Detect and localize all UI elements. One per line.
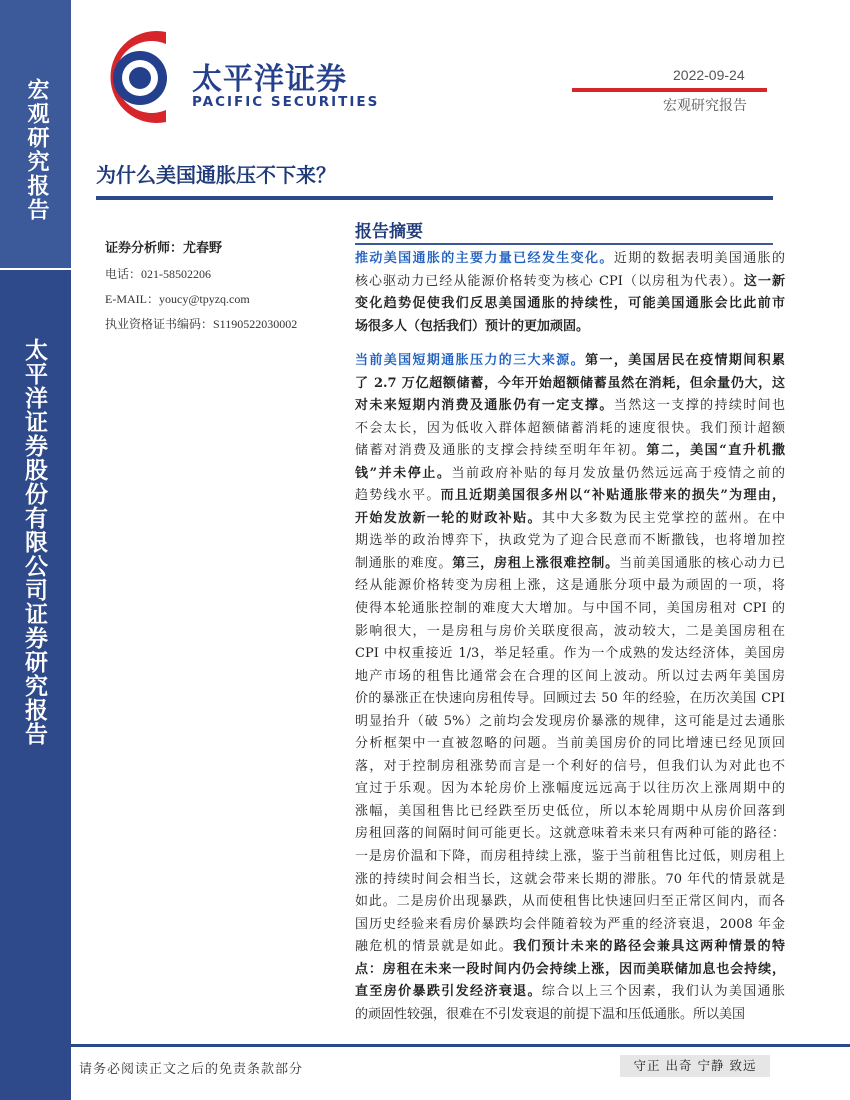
bold-text: 而且近期美国很多州以“补贴通胀带来的损失”为理由， [440,488,785,504]
body-text: 当前政府补贴的每月发放量仍然远远高于疫情之前的 [451,465,785,481]
paragraph-line [355,440,785,463]
body-text: 地产市场的租售比通常会在合理的区间上波动。所以过去两年美国房 [355,668,785,684]
paragraph-line [355,778,785,801]
body-text: 期选举的政治博弈下，执政党为了迎合民意而不断撒钱，也将增加控 [355,533,785,549]
highlight-text: 推动美国通胀的主要力量已经发生变化。 [355,251,614,266]
paragraph-line [355,756,785,779]
paragraph-line [355,666,785,689]
paragraph-line [355,959,785,982]
body-text: 融危机的情景就是如此。 [355,939,514,955]
paragraph-line [355,801,785,824]
sidebar-report-category: 宏观研究报告 [24,78,49,222]
company-logo-icon [88,18,180,136]
body-text: 制通胀的难度。 [355,555,453,571]
paragraph-line [355,733,785,756]
paragraph-line [355,981,785,1004]
bold-text: 对未来短期内消费及通胀仍有一定支撑。 [355,398,614,414]
bold-text: 第三，房租上涨很难控制。 [452,555,620,571]
footer-disclaimer: 请务必阅读正文之后的免责条款部分 [79,1062,304,1077]
paragraph-line [355,936,785,959]
header-accent-bar [572,88,767,92]
paragraph-line [355,914,785,937]
bold-text: 点：房租在未来一段时间内仍会持续上涨，因而美联储加息也会持续， [355,961,785,977]
summary-heading: 报告摘要 [355,222,423,242]
logo-name-cn: 太平洋证券 [192,62,347,97]
body-text: 不会太长，因为低收入群体超额储蓄消耗的速度很快。我们预计超额 [355,420,785,436]
paragraph-line [355,418,785,441]
paragraph-line [355,711,785,734]
paragraph-line [355,248,785,271]
analyst-email: E-MAIL：youcy@tpyzq.com [105,292,250,306]
paragraph-line [355,350,785,373]
bold-text: 直至房价暴跌引发经济衰退。 [355,984,542,1000]
bold-text: 场很多人（包括我们）预计的更加顽固。 [355,318,590,334]
bold-text: 钱”并未停止。 [355,465,452,481]
body-text: 落，对于控制房租涨势而言是一个利好的信号，但我们认为对此也不 [355,758,785,774]
paragraph-line [355,485,785,508]
footer-motto: 守正 出奇 宁静 致远 [620,1055,770,1077]
highlight-text: 当前美国短期通胀压力的三大来源。 [355,353,586,368]
analyst-phone: 电话：021-58502206 [105,267,211,281]
paragraph-line [355,621,785,644]
body-text: 如此。二是房价出现暴跌，从而使租售比快速回归至正常区间内，而各 [355,894,785,910]
paragraph-line [355,823,785,846]
report-type-label: 宏观研究报告 [663,98,747,114]
analyst-name: 证券分析师：尤春野 [105,241,223,256]
bold-text: 我们预计未来的路径会兼具这两种情景的特 [513,939,785,955]
paragraph-line [355,598,785,621]
body-text: 使得本轮通胀控制的难度大大增加。与中国不同，美国房租对 CPI 的 [355,601,785,617]
body-text: 影响很大，一是房租与房价关联度很高，波动较大，二是美国房租在 [355,623,785,639]
paragraph-line [355,463,785,486]
report-date: 2022-09-24 [673,67,745,83]
body-text: 宜过于乐观。因为本轮房价上涨幅度远远高于以往历次上涨周期中的 [355,781,785,797]
body-text: 国历史经验来看房价暴跌均会伴随着较为严重的经济衰退，2008 年金 [355,916,785,932]
analyst-license: 执业资格证书编码：S1190522030002 [105,317,298,331]
body-text: 趋势线水平。 [355,488,441,504]
paragraph-line [355,891,785,914]
paragraph-line [355,293,785,316]
summary-paragraph-2 [355,350,785,1026]
bold-text: 第二，美国“直升机撒 [646,443,785,459]
sidebar-company-label: 太平洋证券股份有限公司证券研究报告 [21,338,47,746]
body-text: 一是房价温和下降，而房租持续上涨，鉴于当前租售比过低，则房租上 [355,849,785,865]
title-divider [96,196,773,200]
body-text: 综合以上三个因素，我们认为美国通胀 [541,984,785,1000]
paragraph-line [355,846,785,869]
paragraph-line [355,869,785,892]
paragraph-line [355,553,785,576]
paragraph-line [355,688,785,711]
body-text: 当前美国通胀的核心动力已 [619,555,785,571]
paragraph-line [355,643,785,666]
body-text: 涨幅，美国租售比已经跌至历史低位，所以本轮周期中从房价回落到 [355,803,785,819]
bold-text: 了 2.7 万亿超额储蓄，今年开始超额储蓄虽然在消耗，但余量仍大，这 [355,375,785,391]
body-text: CPI 中权重接近 1/3，举足轻重。作为一个成熟的发达经济体，美国房 [355,646,785,662]
body-text: 储蓄对消费及通胀的支撑会持续至明年年初。 [355,443,647,459]
logo-name-en: PACIFIC SECURITIES [192,94,380,110]
paragraph-line [355,271,785,294]
bold-text: 变化趋势促使我们反思美国通胀的持续性，可能美国通胀会比此前市 [355,296,785,312]
paragraph-line [355,373,785,396]
paragraph-line [355,316,785,339]
body-text: 分析框架中一直被忽略的问题。当前美国房价的同比增速已经见顶回 [355,736,785,752]
page-title: 为什么美国通胀压不下来？ [96,163,336,187]
body-text: 明显抬升（破 5%）之前均会发现房价暴涨的规律，这可能是过去通胀 [355,713,785,729]
paragraph-line [355,1004,785,1027]
body-text: 价的暴涨正在快速向房租传导。回顾过去 50 年的经验，在历次美国 CPI [355,691,785,707]
paragraph-line [355,575,785,598]
summary-paragraph-1 [355,248,785,338]
body-text: 经从能源价格转变为房租上涨，这是通胀分项中最为顽固的一项，将 [355,578,785,594]
body-text: 近期的数据表明美国通胀的 [613,251,785,266]
body-text: 房租回落的间隔时间可能更长。这就意味着未来只有两种可能的路径： [355,826,785,842]
sidebar-divider [0,268,71,270]
body-text: 涨的持续时间会相当长，这就会带来长期的滞胀。70 年代的情景就是 [355,871,785,887]
body-text: 其中大多数为民主党掌控的蓝州。在中 [541,510,785,526]
paragraph-line [355,395,785,418]
summary-divider [355,243,773,245]
bold-text: 第一，美国居民在疫情期间积累 [585,353,785,368]
bold-text: 开始发放新一轮的财政补贴。 [355,510,542,526]
paragraph-line [355,530,785,553]
body-text: 核心驱动力已经从能源价格转变为核心 CPI（以房租为代表）。 [355,273,744,289]
footer-divider [71,1044,850,1047]
body-text: 的顽固性较强，很难在不引发衰退的前提下温和压低通胀。所以美国 [355,1006,746,1022]
paragraph-line [355,508,785,531]
bold-text: 这一新 [743,273,785,289]
body-text: 当然这一支撑的持续时间也 [613,398,785,414]
